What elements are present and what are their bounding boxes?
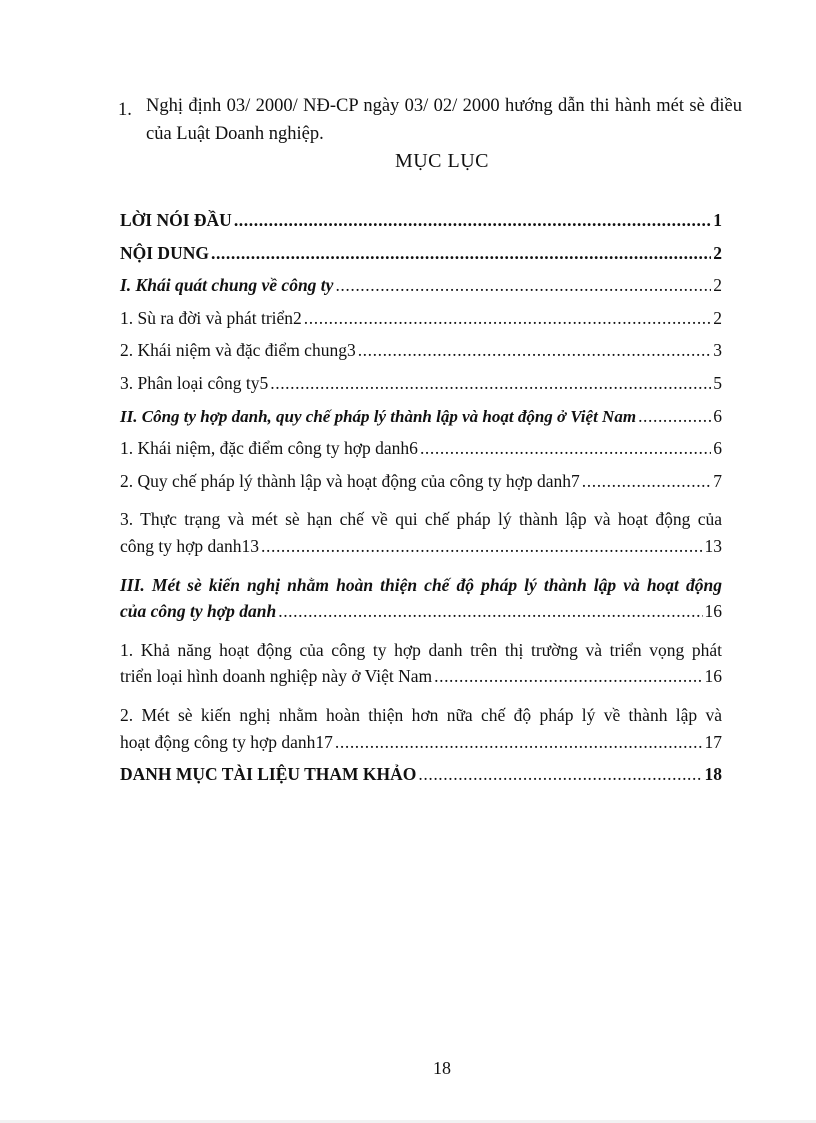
toc-entry-page: 5 (713, 372, 722, 393)
toc-leader-dots (582, 471, 711, 492)
toc-entry-label: 1. Sù ra đời và phát triển2 (120, 307, 302, 328)
toc-leader-dots (434, 666, 702, 687)
toc-entry-label-line2: triển loại hình doanh nghiệp này ở Việt Nam (120, 666, 433, 687)
toc-entry-page: 6 (713, 405, 722, 426)
toc-entry-page: 17 (704, 731, 722, 752)
reference-number: 1. (118, 100, 132, 120)
toc-entry-page: 18 (704, 764, 722, 785)
toc-entry-label: NỘI DUNG (120, 242, 209, 263)
toc-entry-label-line2: công ty hợp danh13 (120, 535, 260, 556)
toc-entry-page: 16 (704, 601, 722, 622)
toc-entry-label: 2. Quy chế pháp lý thành lập và hoạt động của công ty hợp danh7 (120, 470, 580, 491)
toc-entry-label: LỜI NÓI ĐẦU (120, 210, 232, 230)
toc-entry-label: DANH MỤC TÀI LIỆU THAM KHẢO (120, 764, 417, 785)
toc-entry-page: 1 (713, 210, 722, 230)
toc-entry-page: 13 (704, 535, 722, 556)
toc-entry-label: 2. Khái niệm và đặc điểm chung3 (120, 340, 356, 361)
toc-entry[interactable] (120, 373, 722, 406)
toc-leader-dots (420, 438, 711, 459)
toc-leader-dots (418, 764, 702, 785)
toc-entry[interactable] (120, 471, 722, 504)
toc-leader-dots (234, 210, 711, 231)
toc-entry-page: 2 (713, 242, 722, 263)
toc-entry-label-line1: 1. Khả năng hoạt động của công ty hợp danh trên thị trường và triển vọng phát (120, 639, 722, 660)
toc-leader-dots (211, 243, 711, 264)
toc-entry-page: 2 (713, 275, 722, 296)
toc-entry-label: II. Công ty hợp danh, quy chế pháp lý thành lập và hoạt động ở Việt Nam (120, 406, 637, 426)
toc-entry[interactable] (120, 340, 722, 373)
toc-entry-label-line1: III. Mét sè kiến nghị nhằm hoàn thiện chế độ pháp lý thành lập và hoạt động (120, 574, 722, 595)
toc-entry-page: 3 (713, 340, 722, 361)
toc-leader-dots (270, 373, 711, 394)
page-number: 18 (433, 1058, 451, 1078)
toc-entry-page: 6 (713, 438, 722, 459)
toc-entry[interactable] (120, 308, 722, 341)
reference-text: Nghị định 03/ 2000/ NĐ-CP ngày 03/ 02/ 2000 hướng dẫn thi hành mét sè điều của Luật Doanh nghiệp. (146, 96, 742, 144)
toc-entry[interactable] (120, 243, 722, 276)
toc-title: MỤC LỤC (394, 150, 490, 172)
toc-entry-label: 3. Phân loại công ty5 (120, 372, 269, 393)
toc-leader-dots (261, 536, 702, 557)
toc-leader-dots (638, 406, 711, 427)
toc-entry-label-line1: 2. Mét sè kiến nghị nhằm hoàn thiện hơn nữa chế độ pháp lý về thành lập và (120, 704, 722, 725)
toc-entry[interactable] (120, 503, 722, 568)
toc-entry-page: 2 (713, 307, 722, 328)
reference-item (118, 92, 742, 148)
toc-leader-dots (335, 275, 711, 296)
toc-entry[interactable] (120, 210, 722, 243)
toc-entry-label: 1. Khái niệm, đặc điểm công ty hợp danh6 (120, 438, 418, 459)
toc-entry-label-line2: hoạt động công ty hợp danh17 (120, 731, 333, 752)
table-of-contents (120, 210, 722, 797)
toc-entry[interactable] (120, 275, 722, 308)
toc-entry-label-line2: của công ty hợp danh (120, 601, 277, 622)
toc-entry-label-line1: 3. Thực trạng và mét sè hạn chế về qui chế pháp lý thành lập và hoạt động của (120, 509, 722, 530)
toc-entry[interactable] (120, 569, 722, 634)
toc-leader-dots (335, 732, 703, 753)
toc-entry[interactable] (120, 406, 722, 439)
toc-entry[interactable] (120, 438, 722, 471)
toc-entry-label: I. Khái quát chung về công ty (120, 275, 334, 296)
toc-entry[interactable] (120, 634, 722, 699)
toc-entry-page: 16 (704, 666, 722, 687)
toc-leader-dots (304, 308, 711, 329)
toc-entry[interactable] (120, 699, 722, 764)
toc-leader-dots (358, 340, 712, 361)
toc-entry[interactable] (120, 764, 722, 797)
toc-entry-page: 7 (713, 470, 722, 491)
toc-leader-dots (278, 601, 702, 622)
